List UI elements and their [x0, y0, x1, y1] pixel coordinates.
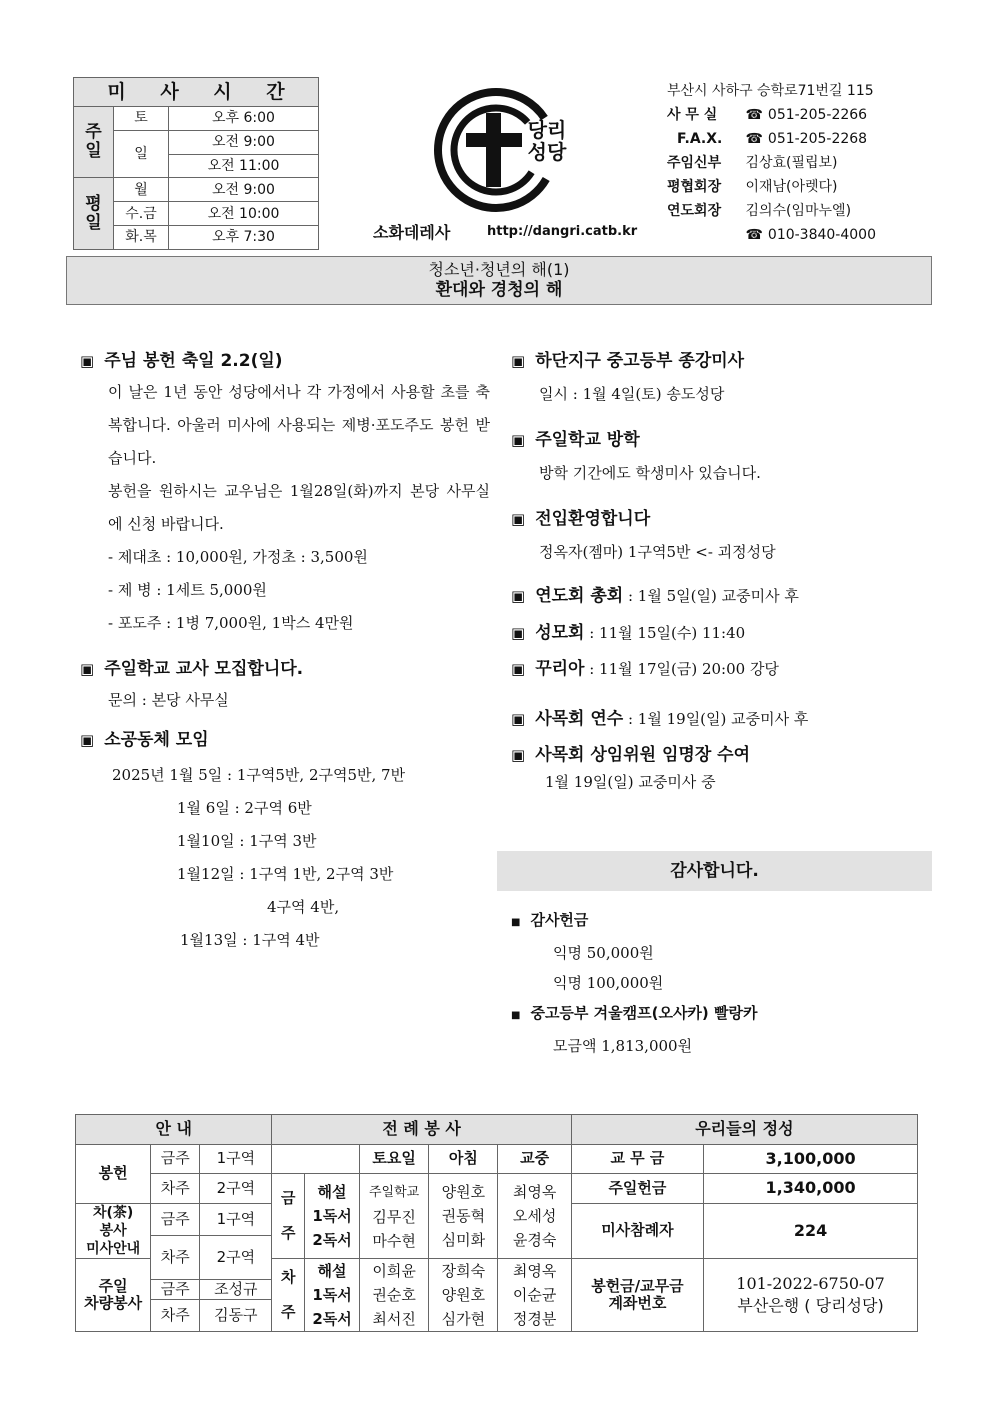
guide-parking-label: 주일 차량봉사 [76, 1259, 151, 1332]
section-title: ▣ 연도회 총회 : 1월 5일(일) 교중미사 후 [511, 586, 799, 606]
service-col-header: 교중 [498, 1145, 571, 1174]
square-bullet-icon: ▣ [511, 746, 526, 764]
thanks-line: 익명 50,000원 [553, 944, 654, 962]
this-week-label: 금주 [151, 1280, 200, 1300]
section-title: ▣ 사목회 상임위원 임명장 수여 [511, 745, 751, 765]
section-title: ▣ 주님 봉헌 축일 2.2(일) [80, 351, 283, 371]
offering-title: 우리들의 정성 [571, 1115, 917, 1145]
mass-time: 오전 9:00 [169, 130, 319, 154]
banner-title: 환대와 경청의 해 [435, 280, 563, 300]
price-item: - 제 병 : 1세트 5,000원 [108, 581, 267, 599]
guide-value: 김동구 [200, 1300, 272, 1332]
service-corner [272, 1145, 360, 1174]
mass-time: 오전 10:00 [169, 202, 319, 226]
guide-tea-label: 차(茶) 봉사 미사안내 [76, 1204, 151, 1259]
guide-offering-label: 봉헌 [76, 1145, 151, 1204]
mass-day: 일 [114, 130, 169, 178]
council-name: 이재남(아렛다) [745, 179, 838, 195]
service-cell: 양원호 권동혁 심미화 [429, 1174, 498, 1259]
section-title: ▣ 꾸리아 : 11월 17일(금) 20:00 강당 [511, 659, 779, 679]
offering-label: 주일헌금 [571, 1174, 703, 1204]
meeting-row: 1월10일 : 1구역 3반 [177, 832, 317, 850]
section-title: ▣ 소공동체 모임 [80, 730, 209, 750]
square-bullet-icon: ▣ [511, 352, 526, 370]
offering-value: 1,340,000 [704, 1174, 918, 1204]
mass-day: 월 [114, 178, 169, 202]
offering-label: 미사참례자 [571, 1204, 703, 1259]
service-cell: 장희숙 양원호 심가현 [429, 1259, 498, 1332]
prayer-label: 연도회장 [667, 203, 722, 219]
priest-label: 주임신부 [667, 155, 722, 171]
mass-time: 오전 11:00 [169, 154, 319, 178]
thanks-heading: 감사합니다. [497, 851, 932, 891]
service-title: 전 례 봉 사 [272, 1115, 571, 1145]
year-theme-banner [66, 256, 932, 305]
next-week-label: 차주 [151, 1236, 200, 1280]
mass-time: 오후 7:30 [169, 225, 319, 249]
address: 부산시 사하구 승학로71번길 115 [667, 83, 874, 99]
fax-label: F.A.X. [677, 131, 723, 147]
left-column [80, 350, 490, 957]
service-cell: 최영옥 오세성 윤경숙 [498, 1174, 571, 1259]
parish-logo-icon [432, 85, 572, 215]
account-label: 봉헌금/교무금 계좌번호 [571, 1259, 703, 1332]
service-roles: 해설 1독서 2독서 [305, 1174, 360, 1259]
meeting-row: 1월 6일 : 2구역 6반 [177, 799, 312, 817]
square-bullet-icon: ▣ [80, 731, 95, 749]
mass-day: 수.금 [114, 202, 169, 226]
guide-title: 안 내 [76, 1115, 272, 1145]
section-body: 정옥자(젬마) 1구역5반 <- 괴정성당 [539, 543, 776, 561]
square-bullet-icon: ▣ [80, 352, 95, 370]
section-title: ▣ 성모회 : 11월 15일(수) 11:40 [511, 623, 746, 643]
guide-value: 1구역 [200, 1145, 272, 1174]
office-label: 사 무 실 [667, 107, 718, 123]
thanks-line: 익명 100,000원 [553, 974, 664, 992]
service-this-week: 금 주 [272, 1174, 305, 1259]
service-cell: 이희윤 권순호 최서진 [360, 1259, 429, 1332]
thanks-list [511, 905, 931, 1061]
service-col-header: 아침 [429, 1145, 498, 1174]
meeting-row: 2025년 1월 5일 : 1구역5반, 2구역5반, 7반 [112, 766, 406, 784]
weekday-label: 평일 [74, 178, 114, 249]
section-body: 문의 : 본당 사무실 [108, 691, 229, 709]
guide-value: 2구역 [200, 1174, 272, 1204]
fax-number: 051-205-2268 [767, 131, 868, 147]
section-title: ▣ 주일학교 방학 [511, 430, 640, 450]
thanks-item-heading: ■ 감사헌금 [511, 911, 589, 929]
next-week-label: 차주 [151, 1300, 200, 1332]
banner-subtitle: 청소년·청년의 해(1) [428, 260, 570, 279]
section-title: ▣ 하단지구 중고등부 종강미사 [511, 351, 745, 371]
section-body: 이 날은 1년 동안 성당에서나 각 가정에서 사용할 초를 축복합니다. 아울러 미사에 사용되는 제병·포도주도 봉헌 받습니다. [108, 383, 490, 467]
contact-info [667, 79, 876, 247]
meeting-row: 1월12일 : 1구역 1반, 2구역 3반 [177, 865, 394, 883]
square-bullet-icon: ▣ [511, 587, 526, 605]
mass-day: 토 [114, 107, 169, 131]
square-bullet-icon: ■ [511, 1010, 521, 1021]
this-week-label: 금주 [151, 1204, 200, 1236]
guide-value: 조성규 [200, 1280, 272, 1300]
next-week-label: 차주 [151, 1174, 200, 1204]
council-label: 평협회장 [667, 179, 722, 195]
bottom-info-table [75, 1114, 918, 1332]
square-bullet-icon: ▣ [511, 510, 526, 528]
service-col-header: 토요일 [360, 1145, 429, 1174]
sunday-label: 주일 [74, 107, 114, 178]
meeting-row: 1월13일 : 1구역 4반 [180, 931, 320, 949]
right-column [511, 350, 931, 799]
section-body: 일시 : 1월 4일(토) 송도성당 [539, 385, 725, 403]
thanks-line: 모금액 1,813,000원 [553, 1037, 693, 1055]
guide-value: 1구역 [200, 1204, 272, 1236]
offering-value: 224 [704, 1204, 918, 1259]
thanks-item-heading: ■ 중고등부 겨울캠프(오사카) 빨랑카 [511, 1004, 758, 1022]
square-bullet-icon: ▣ [80, 660, 95, 678]
square-bullet-icon: ▣ [511, 431, 526, 449]
office-phone: 051-205-2266 [767, 107, 868, 123]
section-title: ▣ 주일학교 교사 모집합니다. [80, 659, 304, 679]
mass-day: 화.목 [114, 225, 169, 249]
price-item: - 포도주 : 1병 7,000원, 1박스 4만원 [108, 614, 354, 632]
phone-icon: ☎ [745, 131, 763, 147]
service-cell: 최영옥 이순균 정경분 [498, 1259, 571, 1332]
meeting-row: 4구역 4반, [267, 898, 340, 916]
section-body: 봉헌을 원하시는 교우님은 1월28일(화)까지 본당 사무실에 신청 바랍니다. [108, 482, 490, 533]
square-bullet-icon: ■ [511, 917, 521, 928]
square-bullet-icon: ▣ [511, 624, 526, 642]
section-body: 방학 기간에도 학생미사 있습니다. [539, 464, 761, 482]
this-week-label: 금주 [151, 1145, 200, 1174]
square-bullet-icon: ▣ [511, 660, 526, 678]
mass-time-title: 미 사 시 간 [74, 78, 319, 107]
account-info: 101-2022-6750-07 부산은행 ( 당리성당) [704, 1259, 918, 1332]
logo-text-2: 성당 [527, 140, 567, 164]
mass-time-table [73, 77, 319, 250]
mass-time: 오후 6:00 [169, 107, 319, 131]
prayer-name: 김의수(임마누엘) [745, 203, 852, 219]
service-roles: 해설 1독서 2독서 [305, 1259, 360, 1332]
phone-icon: ☎ [745, 107, 763, 123]
prayer-phone: 010-3840-4000 [767, 227, 876, 243]
section-title: ▣ 전입환영합니다 [511, 509, 651, 529]
website-link[interactable]: http://dangri.catb.kr [487, 224, 638, 239]
service-cell: 주일학교 김무진 마수현 [360, 1174, 429, 1259]
mass-time: 오전 9:00 [169, 178, 319, 202]
priest-name: 김상효(필립보) [745, 155, 838, 171]
section-body: 1월 19일(일) 교중미사 중 [545, 773, 716, 791]
square-bullet-icon: ▣ [511, 710, 526, 728]
logo-text-1: 당리 [527, 118, 567, 142]
phone-icon: ☎ [745, 227, 763, 243]
offering-value: 3,100,000 [704, 1145, 918, 1174]
parish-patron: 소화데레사 [373, 223, 451, 242]
offering-label: 교 무 금 [571, 1145, 703, 1174]
section-title: ▣ 사목회 연수 : 1월 19일(일) 교중미사 후 [511, 709, 809, 729]
service-next-week: 차 주 [272, 1259, 305, 1332]
guide-value: 2구역 [200, 1236, 272, 1280]
price-item: - 제대초 : 10,000원, 가정초 : 3,500원 [108, 548, 368, 566]
